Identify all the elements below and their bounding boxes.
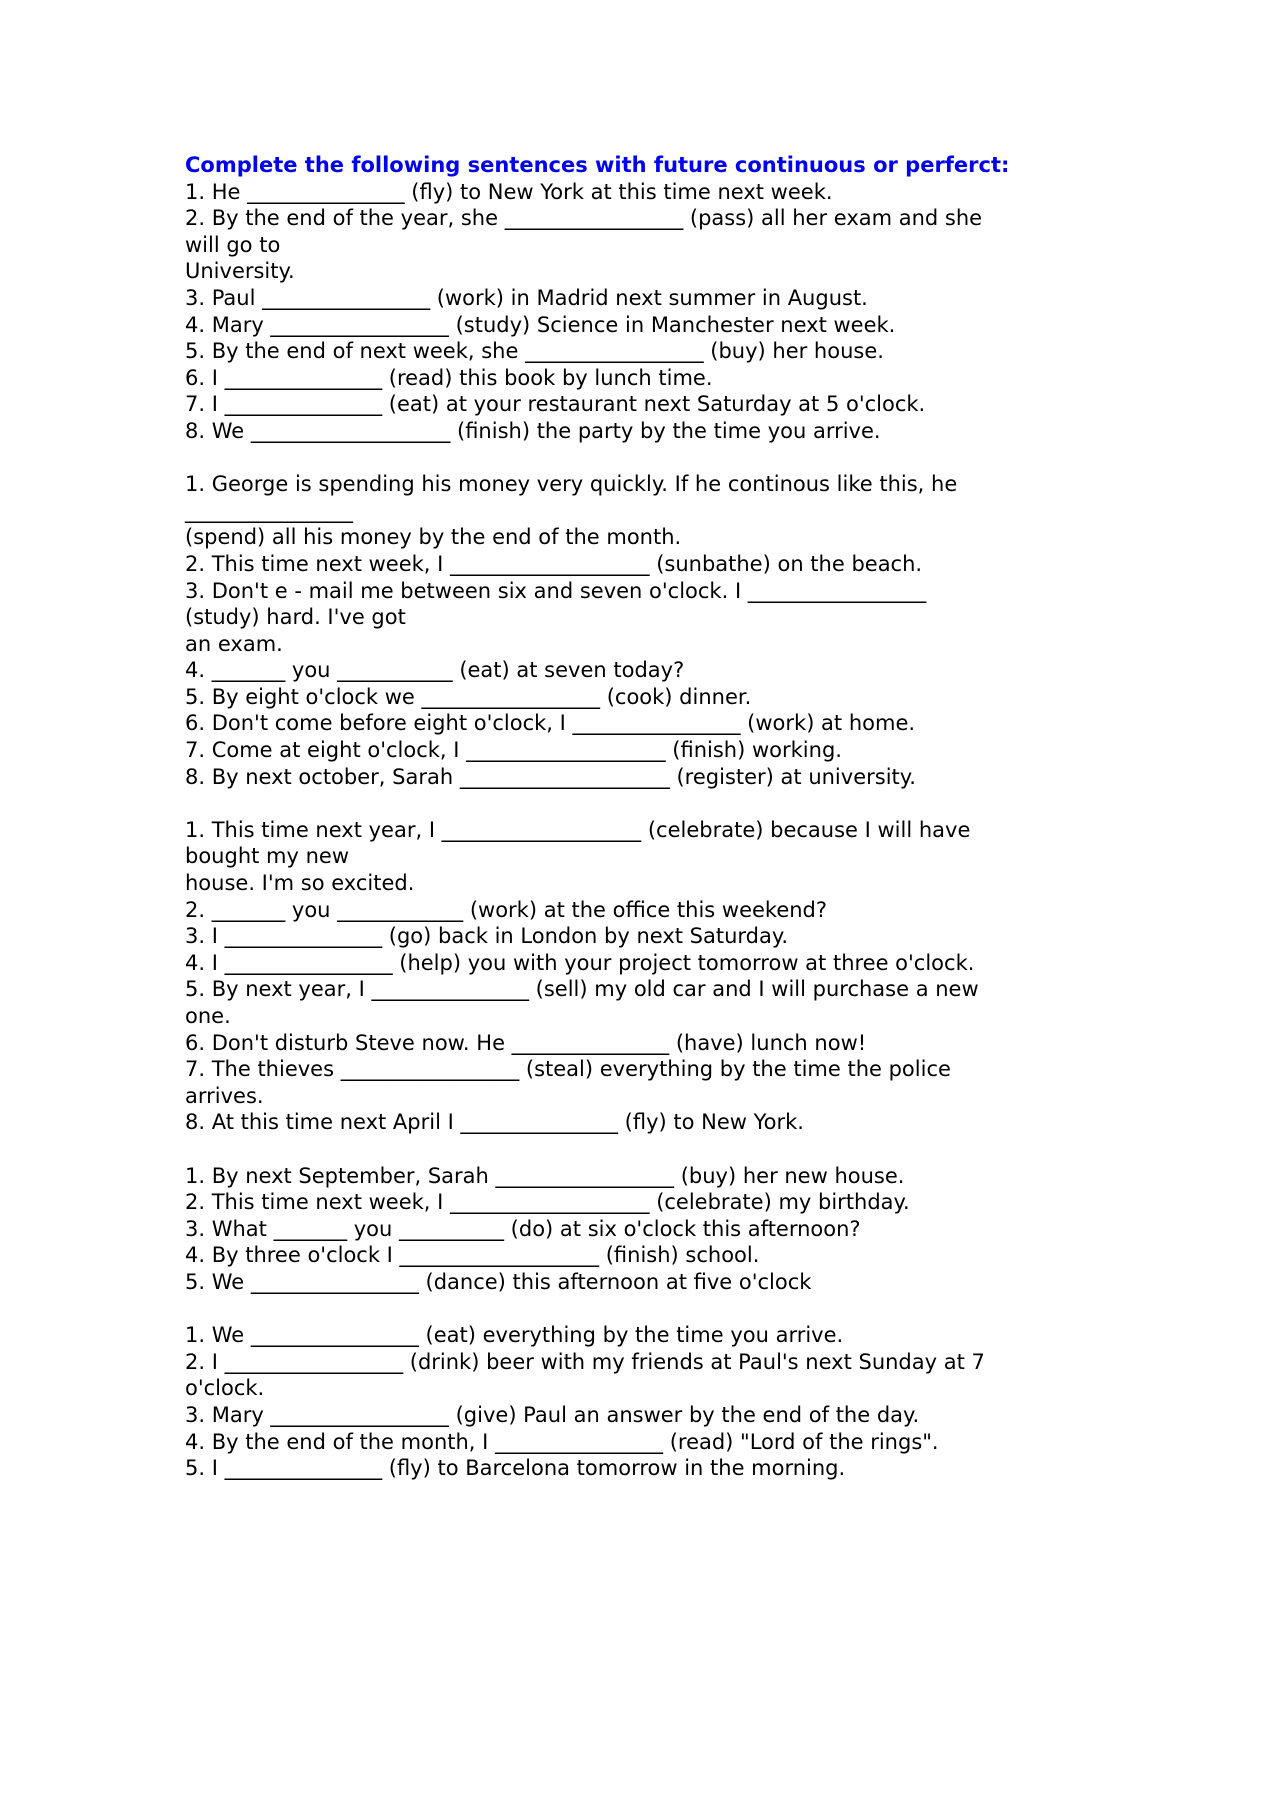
exercise-line: 1. This time next year, I ___________________ (celebrate) because I will have	[185, 817, 971, 842]
exercise-section	[185, 1322, 1085, 1482]
exercise-line: 5. We ________________ (dance) this afternoon at five o'clock	[185, 1269, 812, 1294]
exercise-line: 1. By next September, Sarah _________________ (buy) her new house.	[185, 1163, 905, 1188]
exercise-line: ________________	[185, 498, 353, 523]
exercise-line: 4. I ________________ (help) you with your project tomorrow at three o'clock.	[185, 950, 975, 975]
exercise-line: 3. What _______ you __________ (do) at six o'clock this afternoon?	[185, 1216, 861, 1241]
exercise-line: 8. We ___________________ (finish) the party by the time you arrive.	[185, 418, 881, 443]
exercise-line: (study) hard. I've got	[185, 605, 406, 630]
exercise-line: 5. I _______________ (fly) to Barcelona tomorrow in the morning.	[185, 1456, 846, 1481]
exercise-line: 5. By eight o'clock we _________________ (cook) dinner.	[185, 684, 752, 709]
section-spacer	[185, 1296, 1085, 1323]
exercise-line: an exam.	[185, 631, 283, 656]
exercise-sections	[185, 179, 1085, 1482]
exercise-line: 1. He _______________ (fly) to New York at this time next week.	[185, 179, 833, 204]
exercise-line: will go to	[185, 232, 281, 257]
exercise-line: 7. Come at eight o'clock, I ___________________ (finish) working.	[185, 738, 842, 763]
exercise-line: 3. Mary _________________ (give) Paul an answer by the end of the day.	[185, 1402, 920, 1427]
exercise-line: 4. By the end of the month, I ________________ (read) "Lord of the rings".	[185, 1429, 939, 1454]
exercise-line: 2. I _________________ (drink) beer with my friends at Paul's next Sunday at 7	[185, 1349, 985, 1374]
exercise-section	[185, 471, 1085, 790]
exercise-line: 1. We ________________ (eat) everything by the time you arrive.	[185, 1323, 844, 1348]
exercise-line: house. I'm so excited.	[185, 871, 415, 896]
exercise-section	[185, 179, 1085, 445]
exercise-line: (spend) all his money by the end of the month.	[185, 525, 682, 550]
section-spacer	[185, 790, 1085, 817]
exercise-line: o'clock.	[185, 1376, 265, 1401]
exercise-line: arrives.	[185, 1083, 264, 1108]
exercise-line: 1. George is spending his money very quickly. If he continous like this, he	[185, 472, 958, 497]
exercise-line: 6. Don't come before eight o'clock, I ________________ (work) at home.	[185, 711, 916, 736]
exercise-line: 8. By next october, Sarah ____________________ (register) at university.	[185, 764, 916, 789]
worksheet	[185, 152, 1085, 1482]
exercise-line: 2. _______ you ____________ (work) at the office this weekend?	[185, 897, 828, 922]
worksheet-title: Complete the following sentences with future continuous or perferct:	[185, 153, 1010, 177]
exercise-line: one.	[185, 1004, 231, 1028]
exercise-line: 3. Don't e - mail me between six and seven o'clock. I _________________	[185, 578, 927, 603]
exercise-line: University.	[185, 259, 295, 284]
exercise-line: 3. Paul ________________ (work) in Madrid next summer in August.	[185, 285, 868, 310]
exercise-line: 4. _______ you ___________ (eat) at seven today?	[185, 658, 685, 683]
exercise-line: bought my new	[185, 844, 350, 869]
exercise-line: 3. I _______________ (go) back in London by next Saturday.	[185, 924, 788, 949]
exercise-line: 4. Mary _________________ (study) Science in Manchester next week.	[185, 312, 896, 337]
exercise-line: 2. This time next week, I ___________________ (celebrate) my birthday.	[185, 1190, 910, 1215]
exercise-line: 6. Don't disturb Steve now. He _______________ (have) lunch now!	[185, 1030, 867, 1055]
exercise-line: 5. By next year, I _______________ (sell) my old car and I will purchase a new	[185, 977, 979, 1002]
exercise-line: 7. The thieves _________________ (steal) everything by the time the police	[185, 1057, 951, 1082]
exercise-line: 6. I _______________ (read) this book by lunch time.	[185, 365, 713, 390]
exercise-section	[185, 1163, 1085, 1296]
exercise-line: 8. At this time next April I _______________ (fly) to New York.	[185, 1110, 804, 1135]
exercise-line: 4. By three o'clock I ___________________ (finish) school.	[185, 1243, 760, 1268]
exercise-line: 7. I _______________ (eat) at your restaurant next Saturday at 5 o'clock.	[185, 392, 926, 417]
exercise-line: 5. By the end of next week, she _________________ (buy) her house.	[185, 339, 884, 364]
exercise-line: 2. This time next week, I ___________________ (sunbathe) on the beach.	[185, 551, 923, 576]
exercise-line: 2. By the end of the year, she _________________ (pass) all her exam and she	[185, 206, 983, 231]
section-spacer	[185, 445, 1085, 472]
exercise-section	[185, 817, 1085, 1136]
section-spacer	[185, 1136, 1085, 1163]
